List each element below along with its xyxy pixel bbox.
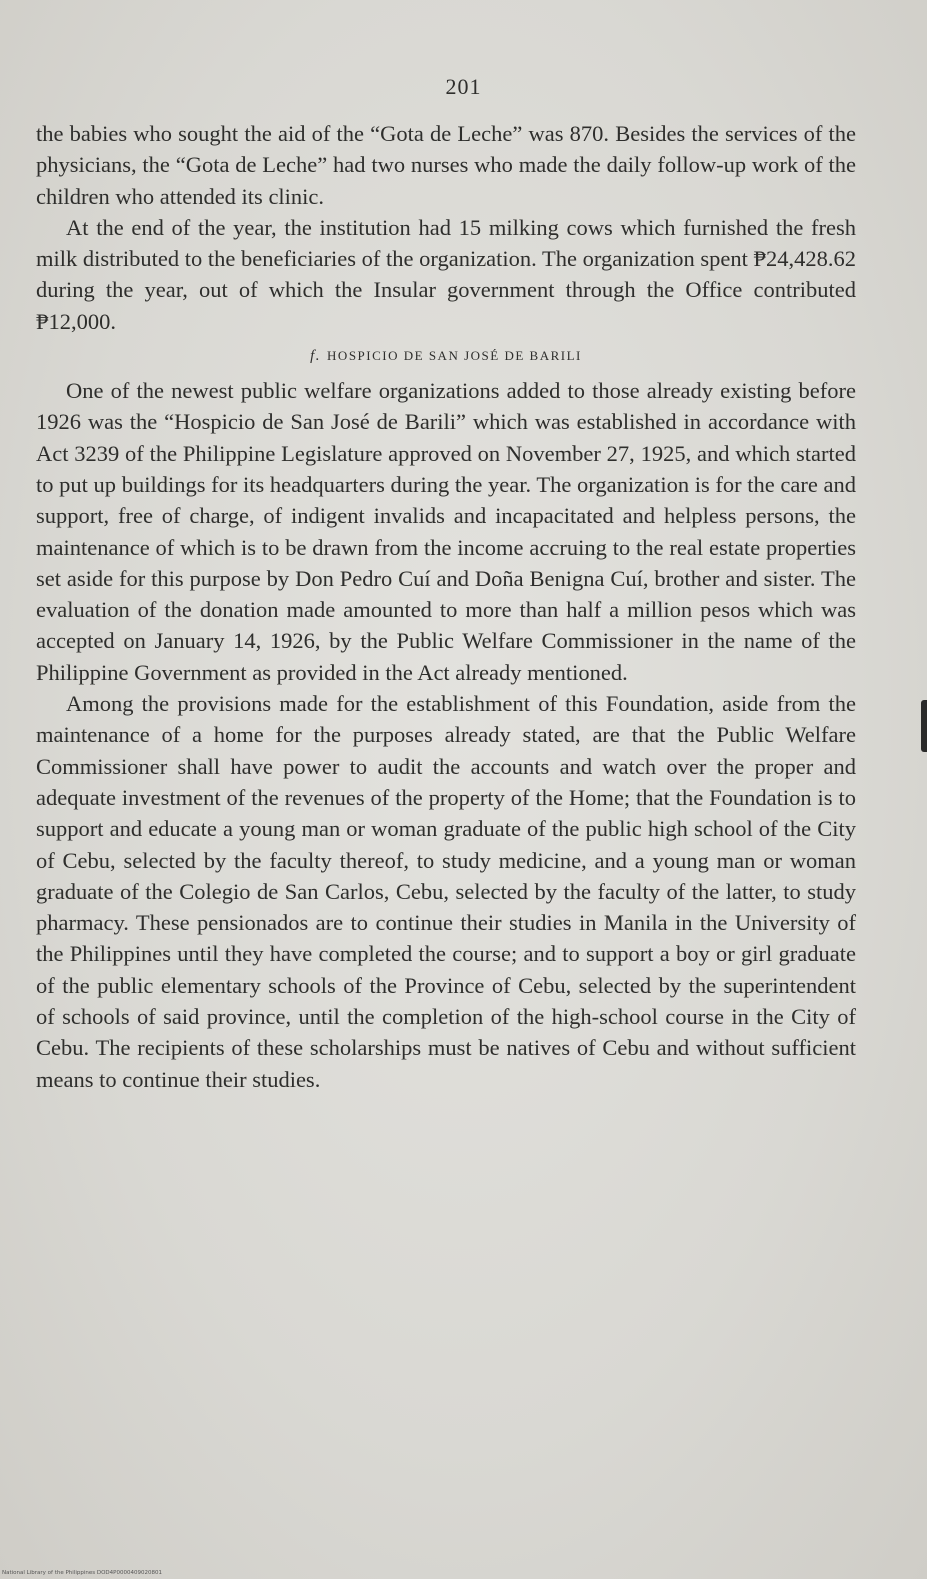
- paragraph-foundation-provisions: Among the provisions made for the establishment of this Foundation, aside from the maintenance of a home for the purposes already stated, are that the Public Welfare Commissioner shall have power to audit the accounts and watch over the proper and adequate investment of the revenues of the property of the Home; that the Foundation is to support and educate a young man or woman graduate of the public high school of the City of Cebu, selected by the faculty thereof, to study medicine, and a young man or woman graduate of the Colegio de San Carlos, Cebu, selected by the faculty of the latter, to study pharmacy. These pensionados are to continue their studies in Manila in the University of the Philippines until they have completed the course; and to support a boy or girl graduate of the public elementary schools of the Province of Cebu, selected by the superintendent of schools of said province, until the completion of the high-school course in the City of Cebu. The recipients of these scholarships must be natives of Cebu and without sufficient means to continue their studies.: [36, 691, 856, 1092]
- paragraph-hospicio-establishment: One of the newest public welfare organizations added to those already existing before 1926 was the “Hospicio de San José de Barili” which was established in accordance with Act 3239 of the Philippine Legislature approved on November 27, 1925, and which started to put up buildings for its headquarters during the year. The organization is for the care and support, free of charge, of indigent invalids and incapacitated and helpless persons, the maintenance of which is to be drawn from the income accruing to the real estate properties set aside for this purpose by Don Pedro Cuí and Doña Benigna Cuí, brother and sister. The evaluation of the donation made amounted to more than half a million pesos which was accepted on January 14, 1926, by the Public Welfare Commissioner in the name of the Philippine Government as provided in the Act already mentioned.: [36, 378, 856, 685]
- section-heading: [36, 343, 856, 369]
- scan-footer: National Library of the Philippines DOD4P0000409020801: [2, 1570, 162, 1576]
- page-number: 201: [445, 74, 482, 99]
- section-letter: f.: [310, 348, 322, 365]
- document-body: [36, 118, 856, 1095]
- page-edge-mark: [921, 700, 927, 752]
- paragraph-milking-cows: At the end of the year, the institution had 15 milking cows which furnished the fresh milk distributed to the beneficiaries of the organization. The organization spent ₱24,428.62 during the year, out of which the Insular government through the Office contributed ₱12,000.: [36, 214, 856, 334]
- paragraph-gota-de-leche-nurses: the babies who sought the aid of the “Gota de Leche” was 870. Besides the services of the physicians, the “Gota de Leche” had two nurses who made the daily follow-up work of the children who attended its clinic.: [36, 121, 856, 209]
- section-title: HOSPICIO DE SAN JOSÉ DE BARILI: [327, 348, 582, 364]
